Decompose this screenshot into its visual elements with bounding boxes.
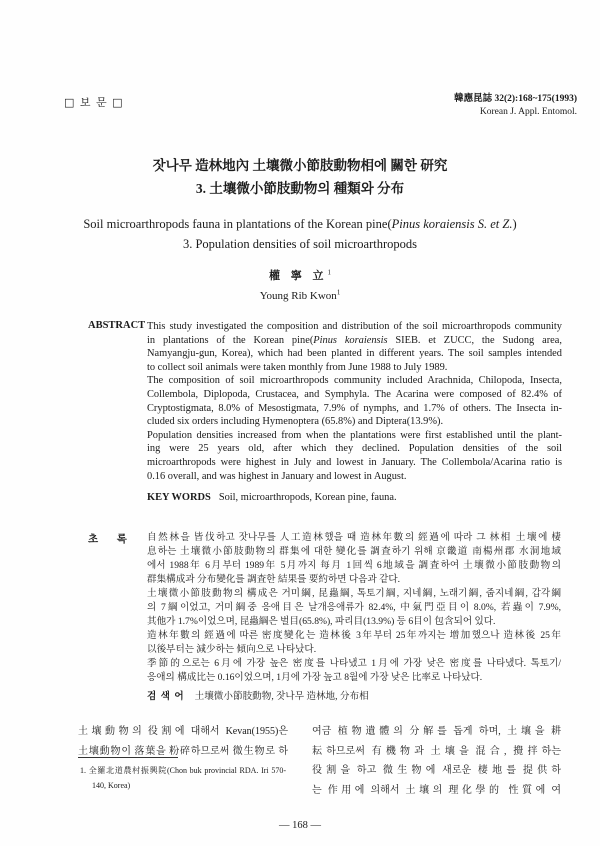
abstract-korean-line: 群集構成과 分布變化를 調査한 結果를 要約하면 다음과 같다. (147, 574, 401, 585)
title-english-text: ) (512, 217, 517, 231)
body-line: 는 作用에 의해서 土壤의 理化學的 性質에 여 (312, 784, 561, 796)
title-korean (0, 154, 600, 200)
page-number: — 168 — (279, 820, 321, 831)
species-name-italic: Pinus koraiensis (313, 334, 388, 346)
author-name-korean: 權 寧 立 (269, 270, 328, 282)
affiliation-mark: 1 (327, 268, 331, 277)
abstract-korean-line: 造林年數의 經過에 따른 密度變化는 造林後 3年부터 25年까지는 增加했으나 造林後 25年 (147, 630, 561, 641)
footnote (80, 763, 286, 793)
footnote-divider (78, 757, 178, 758)
abstract-line: to collect soil animals were taken monthly from June 1988 to July 1989. (147, 361, 448, 373)
body-line: 役割을 하고 微生物에 새로운 棲地를 提供하 (312, 765, 561, 777)
title-english-text: Soil microarthropods fauna in plantations of the Korean pine( (83, 217, 392, 231)
abstract-korean-line: 季節的으로는 6月에 가장 높은 密度를 나타냈고 1月에 가장 낮은 密度를 나타냈다. 톡토기/ (147, 658, 561, 669)
author-name-english: Young Rib Kwon (259, 290, 337, 302)
abstract-line: Namyangju-gun, Korea), which had been planted in different years. The soil samples intended (147, 348, 562, 360)
section-label: □ 보 문 □ (64, 96, 124, 109)
keywords (147, 491, 397, 505)
abstract-line: cluded six orders including Hymenoptera (65.8%) and Diptera(13.9%). (147, 416, 444, 428)
abstract-line: ing were 25 years old, after which they declined. Population densities of the soil (147, 443, 562, 455)
search-terms (147, 690, 369, 704)
abstract-korean-line: 응애의 構成比는 0.16이었으며, 1月에 가장 높고 8월에 가장 낮은 比率로 나타났다. (147, 672, 483, 683)
journal-name-en: Korean J. Appl. Entomol. (479, 107, 577, 117)
author-block (0, 266, 600, 306)
abstract-korean-label: 초 록 (88, 534, 135, 545)
abstract-label: ABSTRACT (88, 320, 146, 331)
body-line: 여금 植物遺體의 分解를 돕게 하며, 土壤을 耕 (312, 726, 561, 737)
author-english (0, 286, 600, 306)
title-korean-line: 잣나무 造林地內 土壤微小節肢動物相에 關한 研究 (152, 158, 448, 173)
abstract-text-span: in plantations of the Korean pine( (147, 334, 314, 346)
abstract-korean-line: 以後부터는 減少하는 傾向으로 나타났다. (147, 644, 317, 655)
species-name-italic: Pinus koraiensis S. et Z. (391, 217, 513, 231)
abstract-line: 0.16 overall, and was highest in January and lowest in August. (147, 470, 407, 482)
body-line: 耘하므로써 有機物과 土壤을 混合, 攪拌하는 (312, 745, 561, 757)
title-english (0, 214, 600, 254)
abstract-line: Cryptostigmata, 8.0% of Mesostigmata, 7.9% of nymphs, and 1.7% of others. The Insecta in- (147, 402, 562, 414)
abstract-text (147, 320, 562, 483)
journal-header (454, 93, 577, 119)
body-left-column (78, 722, 288, 761)
abstract-korean-line: 自然林을 皆伐하고 잣나무를 人工造林했을 때 造林年數의 經過에 따라 그 林相 土壤에 棲 (147, 532, 561, 543)
abstract-korean-line: 其他가 1.7%이었으며, 昆蟲綱은 벌目(65.8%), 파리目(13.9%) 등 6目이 包含되어 있다. (147, 616, 496, 627)
abstract-line: Population densities increased from when the plantations were first established until the plant- (147, 429, 562, 441)
body-line: 土壤動物이 落葉을 粉碎하므로써 微生物로 하 (78, 745, 288, 757)
author-korean (0, 266, 600, 286)
abstract-line (147, 334, 562, 348)
body-right-column (312, 722, 561, 800)
abstract-text-span: SIEB. et ZUCC, the Sudong area, (387, 334, 562, 346)
journal-citation: 韓應昆誌 32(2):168~175(1993) (454, 94, 577, 104)
footnote-line: 1. 全羅北道農村振興院(Chon buk provincial RDA. Iri 570- (80, 766, 286, 775)
abstract-line: microarthropods were highest in July and lowest in January. The Collembola/Acarina ratio is (147, 456, 562, 468)
abstract-line: Collembola, Diplopoda, Crustacea, and Symphyla. The Acarina were composed of 82.4% of (147, 388, 562, 400)
search-terms-text: 土壤微小節肢動物, 잣나무 造林地, 分布相 (194, 691, 369, 702)
search-terms-label: 검 색 어 (147, 691, 185, 702)
body-line: 土壤動物의 役割에 대해서 Kevan(1955)은 (78, 726, 288, 737)
keywords-text: Soil, microarthropods, Korean pine, fauna. (218, 492, 397, 503)
abstract-korean-line: 에서 1988年 6月부터 1989年 5月까지 每月 1回씩 6地域을 調査하여 土壤微小節肢動物의 (147, 560, 561, 571)
abstract-korean-line: 息하는 土壤微小節肢動物의 群集에 대한 變化를 調査하기 위해 京畿道 南楊州郡 水洞地域 (147, 546, 561, 557)
title-korean-subtitle: 3. 土壤微小節肢動物의 種類와 分布 (195, 181, 405, 196)
title-english-subtitle: 3. Population densities of soil microarthropods (182, 237, 417, 251)
abstract-line: The composition of soil microarthropods community included Arachnida, Chilopoda, Insecta, (147, 375, 562, 387)
affiliation-mark: 1 (336, 288, 341, 297)
footnote-line: 140, Korea) (92, 781, 131, 790)
abstract-korean-line: 土壤微小節肢動物의 構成은 거미綱, 昆蟲綱, 톡토기綱, 지네綱, 노래기綱, 줍지네綱, 갑각綱 (147, 588, 561, 599)
keywords-label: KEY WORDS (147, 492, 211, 503)
abstract-korean-line: 의 7綱이었고, 거미綱중 응애目은 날개응애류가 82.4%, 中氣門亞目이 8.0%, 若蟲이 7.9%, (147, 602, 561, 613)
abstract-line: This study investigated the composition and distribution of the soil microarthropods community (147, 321, 562, 332)
title-english-line (0, 214, 600, 234)
abstract-korean-text (147, 531, 561, 685)
